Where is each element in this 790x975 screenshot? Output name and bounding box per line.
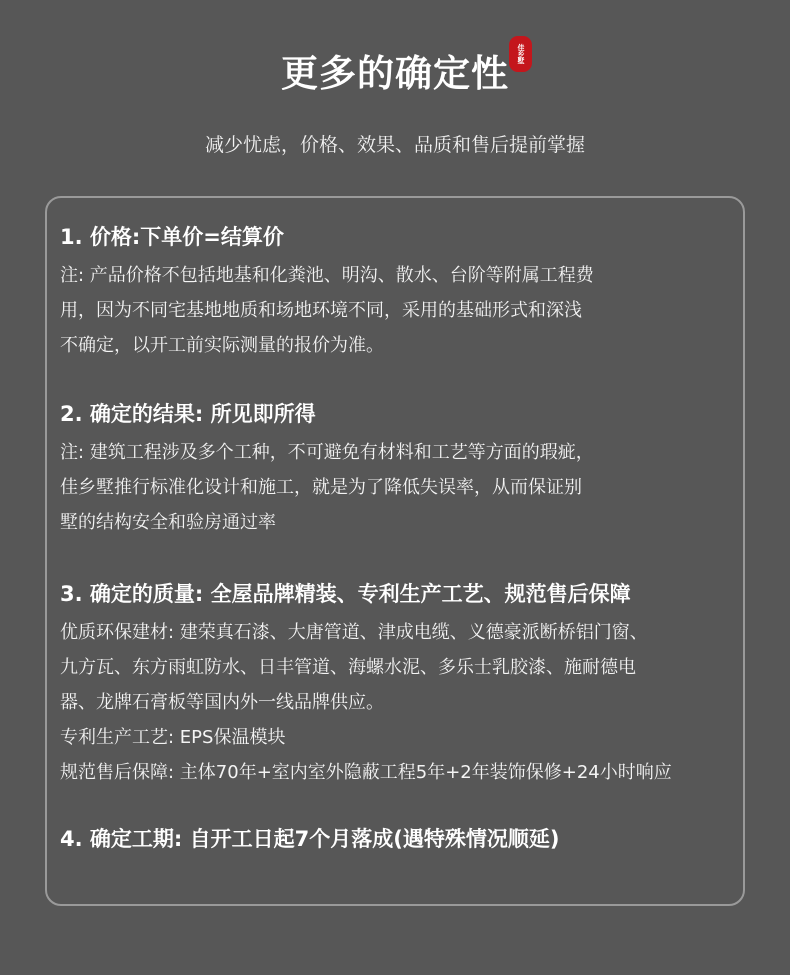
- note-line: 优质环保建材: 建荣真石漆、大唐管道、津成电缆、义德豪派断桥铝门窗、: [60, 622, 648, 643]
- section-price: [60, 222, 760, 363]
- section-heading: 1. 价格:下单价=结算价: [60, 225, 284, 249]
- note-line: 墅的结构安全和验房通过率: [60, 512, 276, 533]
- section-note: [60, 258, 760, 363]
- section-heading: 2. 确定的结果: 所见即所得: [60, 402, 316, 426]
- note-line: 九方瓦、东方雨虹防水、日丰管道、海螺水泥、多乐士乳胶漆、施耐德电: [60, 657, 636, 678]
- section-note: [60, 435, 760, 540]
- note-line: 器、龙牌石膏板等国内外一线品牌供应。: [60, 692, 384, 713]
- note-line: 不确定，以开工前实际测量的报价为准。: [60, 335, 384, 356]
- note-line: 注: 产品价格不包括地基和化粪池、明沟、散水、台阶等附属工程费: [60, 265, 594, 286]
- note-line: 规范售后保障: 主体70年+室内室外隐蔽工程5年+2年装饰保修+24小时响应: [60, 762, 672, 783]
- section-heading: 4. 确定工期: 自开工日起7个月落成(遇特殊情况顺延): [60, 827, 560, 851]
- note-line: 注: 建筑工程涉及多个工种，不可避免有材料和工艺等方面的瑕疵，: [60, 442, 594, 463]
- section-schedule: [60, 824, 760, 854]
- note-line: 用，因为不同宅基地地质和场地环境不同，采用的基础形式和深浅: [60, 300, 582, 321]
- section-heading: 3. 确定的质量: 全屋品牌精装、专利生产工艺、规范售后保障: [60, 582, 631, 606]
- note-line: 专利生产工艺: EPS保温模块: [60, 727, 286, 748]
- section-quality: [60, 579, 760, 790]
- page-subtitle: 减少忧虑，价格、效果、品质和售后提前掌握: [204, 134, 585, 156]
- section-result: [60, 399, 760, 540]
- section-note: [60, 615, 760, 790]
- note-line: 佳乡墅推行标准化设计和施工，就是为了降低失误率，从而保证别: [60, 477, 582, 498]
- brand-seal: 佳乡墅: [509, 36, 532, 72]
- page-title: 更多的确定性: [281, 52, 509, 95]
